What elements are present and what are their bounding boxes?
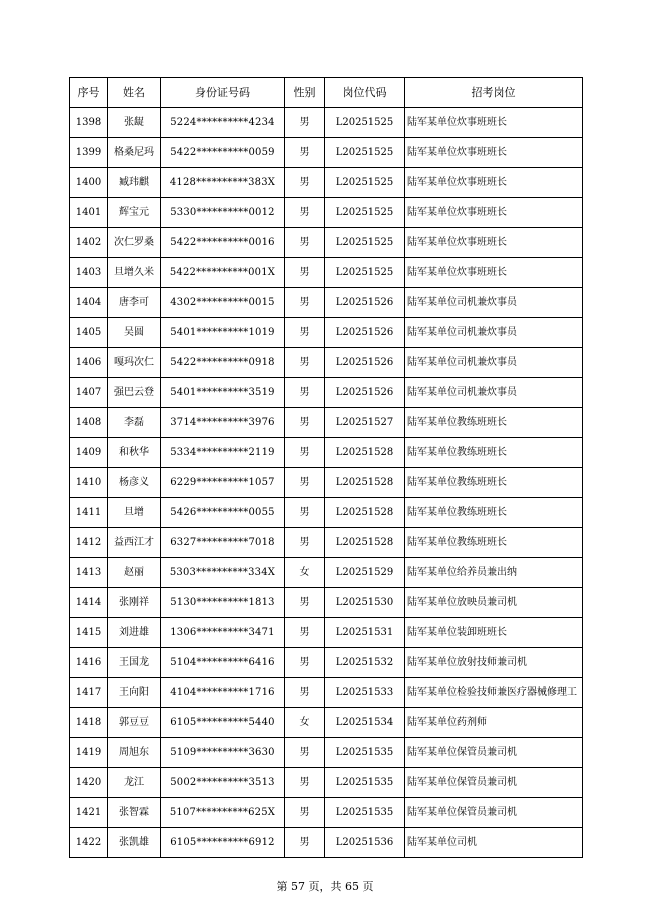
cell-name: 龙江 xyxy=(108,768,161,798)
cell-gender: 男 xyxy=(285,288,325,318)
cell-serial: 1411 xyxy=(70,498,108,528)
cell-gender: 男 xyxy=(285,738,325,768)
cell-serial: 1408 xyxy=(70,408,108,438)
cell-serial: 1409 xyxy=(70,438,108,468)
cell-id-number: 5130**********1813 xyxy=(161,588,285,618)
table-row xyxy=(70,738,583,768)
cell-name: 格桑尼玛 xyxy=(108,138,161,168)
cell-post: 陆军某单位教练班班长 xyxy=(405,528,583,558)
cell-name: 周旭东 xyxy=(108,738,161,768)
table-row xyxy=(70,108,583,138)
cell-post-code: L20251535 xyxy=(325,768,405,798)
cell-serial: 1400 xyxy=(70,168,108,198)
cell-serial: 1419 xyxy=(70,738,108,768)
table-row xyxy=(70,498,583,528)
table-row xyxy=(70,558,583,588)
cell-post-code: L20251535 xyxy=(325,798,405,828)
cell-gender: 男 xyxy=(285,258,325,288)
table-header xyxy=(70,78,583,108)
cell-post-code: L20251525 xyxy=(325,198,405,228)
cell-post-code: L20251536 xyxy=(325,828,405,858)
table-row xyxy=(70,408,583,438)
header-post: 招考岗位 xyxy=(405,78,583,108)
cell-id-number: 5422**********001X xyxy=(161,258,285,288)
cell-post: 陆军某单位司机兼炊事员 xyxy=(405,318,583,348)
cell-post-code: L20251525 xyxy=(325,228,405,258)
header-id-number: 身份证号码 xyxy=(161,78,285,108)
cell-id-number: 5401**********1019 xyxy=(161,318,285,348)
cell-id-number: 5303**********334X xyxy=(161,558,285,588)
cell-gender: 男 xyxy=(285,168,325,198)
cell-name: 旦增 xyxy=(108,498,161,528)
cell-gender: 男 xyxy=(285,468,325,498)
cell-post: 陆军某单位教练班班长 xyxy=(405,498,583,528)
cell-id-number: 4302**********0015 xyxy=(161,288,285,318)
cell-name: 张刚祥 xyxy=(108,588,161,618)
cell-post: 陆军某单位炊事班班长 xyxy=(405,258,583,288)
cell-post-code: L20251525 xyxy=(325,168,405,198)
candidate-table xyxy=(69,77,583,858)
cell-post-code: L20251528 xyxy=(325,528,405,558)
table-row xyxy=(70,708,583,738)
cell-serial: 1414 xyxy=(70,588,108,618)
cell-serial: 1412 xyxy=(70,528,108,558)
cell-name: 张智霖 xyxy=(108,798,161,828)
cell-id-number: 5422**********0918 xyxy=(161,348,285,378)
cell-id-number: 3714**********3976 xyxy=(161,408,285,438)
cell-name: 李磊 xyxy=(108,408,161,438)
cell-serial: 1406 xyxy=(70,348,108,378)
cell-post: 陆军某单位司机 xyxy=(405,828,583,858)
cell-name: 张凯雄 xyxy=(108,828,161,858)
cell-post: 陆军某单位教练班班长 xyxy=(405,438,583,468)
table-row xyxy=(70,198,583,228)
cell-post-code: L20251526 xyxy=(325,318,405,348)
cell-gender: 男 xyxy=(285,378,325,408)
table-row xyxy=(70,768,583,798)
cell-post-code: L20251527 xyxy=(325,408,405,438)
cell-post-code: L20251525 xyxy=(325,138,405,168)
cell-gender: 男 xyxy=(285,318,325,348)
cell-post: 陆军某单位炊事班班长 xyxy=(405,168,583,198)
cell-gender: 男 xyxy=(285,618,325,648)
cell-gender: 男 xyxy=(285,798,325,828)
cell-post: 陆军某单位放映员兼司机 xyxy=(405,588,583,618)
cell-serial: 1421 xyxy=(70,798,108,828)
cell-name: 和秋华 xyxy=(108,438,161,468)
cell-id-number: 6105**********6912 xyxy=(161,828,285,858)
cell-serial: 1399 xyxy=(70,138,108,168)
cell-serial: 1401 xyxy=(70,198,108,228)
cell-gender: 男 xyxy=(285,498,325,528)
cell-gender: 男 xyxy=(285,348,325,378)
cell-name: 次仁罗桑 xyxy=(108,228,161,258)
cell-post-code: L20251528 xyxy=(325,498,405,528)
cell-name: 吴圆 xyxy=(108,318,161,348)
cell-id-number: 5330**********0012 xyxy=(161,198,285,228)
table-row xyxy=(70,438,583,468)
cell-id-number: 4104**********1716 xyxy=(161,678,285,708)
table-row xyxy=(70,828,583,858)
table-row xyxy=(70,648,583,678)
cell-post: 陆军某单位检验技师兼医疗器械修理工 xyxy=(405,678,583,708)
cell-id-number: 4128**********383X xyxy=(161,168,285,198)
header-name: 姓名 xyxy=(108,78,161,108)
cell-gender: 男 xyxy=(285,438,325,468)
cell-post-code: L20251530 xyxy=(325,588,405,618)
cell-id-number: 5422**********0016 xyxy=(161,228,285,258)
cell-post: 陆军某单位药剂师 xyxy=(405,708,583,738)
cell-post: 陆军某单位司机兼炊事员 xyxy=(405,348,583,378)
cell-gender: 女 xyxy=(285,708,325,738)
cell-id-number: 6327**********7018 xyxy=(161,528,285,558)
cell-gender: 男 xyxy=(285,588,325,618)
cell-id-number: 5401**********3519 xyxy=(161,378,285,408)
table-row xyxy=(70,798,583,828)
cell-post-code: L20251532 xyxy=(325,648,405,678)
cell-post-code: L20251528 xyxy=(325,468,405,498)
table-row xyxy=(70,138,583,168)
cell-post-code: L20251529 xyxy=(325,558,405,588)
cell-post-code: L20251528 xyxy=(325,438,405,468)
cell-serial: 1422 xyxy=(70,828,108,858)
cell-name: 辉宝元 xyxy=(108,198,161,228)
cell-gender: 男 xyxy=(285,198,325,228)
cell-post-code: L20251535 xyxy=(325,738,405,768)
cell-post-code: L20251534 xyxy=(325,708,405,738)
cell-gender: 男 xyxy=(285,408,325,438)
cell-post: 陆军某单位保管员兼司机 xyxy=(405,768,583,798)
table-row xyxy=(70,348,583,378)
cell-name: 嘎玛次仁 xyxy=(108,348,161,378)
cell-post-code: L20251526 xyxy=(325,288,405,318)
cell-serial: 1398 xyxy=(70,108,108,138)
cell-id-number: 6229**********1057 xyxy=(161,468,285,498)
cell-name: 益西江才 xyxy=(108,528,161,558)
table-row xyxy=(70,168,583,198)
cell-serial: 1417 xyxy=(70,678,108,708)
table-row xyxy=(70,258,583,288)
table-row xyxy=(70,468,583,498)
table-row xyxy=(70,528,583,558)
cell-serial: 1402 xyxy=(70,228,108,258)
table-row xyxy=(70,288,583,318)
cell-name: 唐李可 xyxy=(108,288,161,318)
header-row xyxy=(70,78,583,108)
cell-post: 陆军某单位教练班班长 xyxy=(405,468,583,498)
cell-gender: 男 xyxy=(285,228,325,258)
cell-id-number: 5224**********4234 xyxy=(161,108,285,138)
table-body xyxy=(70,108,583,858)
cell-serial: 1404 xyxy=(70,288,108,318)
cell-name: 王国龙 xyxy=(108,648,161,678)
page-number: 第 57 页，共 65 页 xyxy=(276,880,374,893)
cell-gender: 男 xyxy=(285,828,325,858)
cell-gender: 男 xyxy=(285,528,325,558)
header-gender: 性别 xyxy=(285,78,325,108)
table-row xyxy=(70,378,583,408)
cell-id-number: 5107**********625X xyxy=(161,798,285,828)
cell-post-code: L20251525 xyxy=(325,108,405,138)
cell-gender: 男 xyxy=(285,678,325,708)
cell-gender: 男 xyxy=(285,138,325,168)
cell-post-code: L20251531 xyxy=(325,618,405,648)
cell-serial: 1410 xyxy=(70,468,108,498)
cell-serial: 1415 xyxy=(70,618,108,648)
cell-serial: 1405 xyxy=(70,318,108,348)
cell-id-number: 5002**********3513 xyxy=(161,768,285,798)
cell-serial: 1413 xyxy=(70,558,108,588)
cell-id-number: 5109**********3630 xyxy=(161,738,285,768)
cell-id-number: 5334**********2119 xyxy=(161,438,285,468)
cell-post: 陆军某单位司机兼炊事员 xyxy=(405,288,583,318)
cell-name: 郭豆豆 xyxy=(108,708,161,738)
table-row xyxy=(70,678,583,708)
header-post-code: 岗位代码 xyxy=(325,78,405,108)
header-serial: 序号 xyxy=(70,78,108,108)
cell-id-number: 5426**********0055 xyxy=(161,498,285,528)
cell-serial: 1418 xyxy=(70,708,108,738)
cell-post: 陆军某单位保管员兼司机 xyxy=(405,738,583,768)
table-row xyxy=(70,228,583,258)
table-row xyxy=(70,588,583,618)
cell-post: 陆军某单位司机兼炊事员 xyxy=(405,378,583,408)
cell-post-code: L20251526 xyxy=(325,348,405,378)
cell-post-code: L20251525 xyxy=(325,258,405,288)
cell-id-number: 5422**********0059 xyxy=(161,138,285,168)
cell-post: 陆军某单位放射技师兼司机 xyxy=(405,648,583,678)
cell-name: 臧玮麒 xyxy=(108,168,161,198)
cell-id-number: 6105**********5440 xyxy=(161,708,285,738)
cell-name: 刘进雄 xyxy=(108,618,161,648)
cell-gender: 男 xyxy=(285,108,325,138)
cell-serial: 1420 xyxy=(70,768,108,798)
cell-post: 陆军某单位炊事班班长 xyxy=(405,108,583,138)
cell-id-number: 5104**********6416 xyxy=(161,648,285,678)
cell-gender: 男 xyxy=(285,768,325,798)
cell-serial: 1407 xyxy=(70,378,108,408)
cell-name: 强巴云登 xyxy=(108,378,161,408)
cell-post: 陆军某单位给养员兼出纳 xyxy=(405,558,583,588)
cell-name: 旦增久米 xyxy=(108,258,161,288)
cell-post: 陆军某单位保管员兼司机 xyxy=(405,798,583,828)
table-row xyxy=(70,618,583,648)
cell-name: 杨彦义 xyxy=(108,468,161,498)
cell-post: 陆军某单位炊事班班长 xyxy=(405,198,583,228)
cell-post: 陆军某单位教练班班长 xyxy=(405,408,583,438)
cell-post: 陆军某单位装卸班班长 xyxy=(405,618,583,648)
cell-name: 张龊 xyxy=(108,108,161,138)
cell-serial: 1416 xyxy=(70,648,108,678)
cell-gender: 女 xyxy=(285,558,325,588)
cell-serial: 1403 xyxy=(70,258,108,288)
cell-name: 王向阳 xyxy=(108,678,161,708)
cell-post-code: L20251533 xyxy=(325,678,405,708)
cell-id-number: 1306**********3471 xyxy=(161,618,285,648)
cell-post: 陆军某单位炊事班班长 xyxy=(405,228,583,258)
table-row xyxy=(70,318,583,348)
cell-post: 陆军某单位炊事班班长 xyxy=(405,138,583,168)
cell-gender: 男 xyxy=(285,648,325,678)
cell-name: 赵丽 xyxy=(108,558,161,588)
cell-post-code: L20251526 xyxy=(325,378,405,408)
